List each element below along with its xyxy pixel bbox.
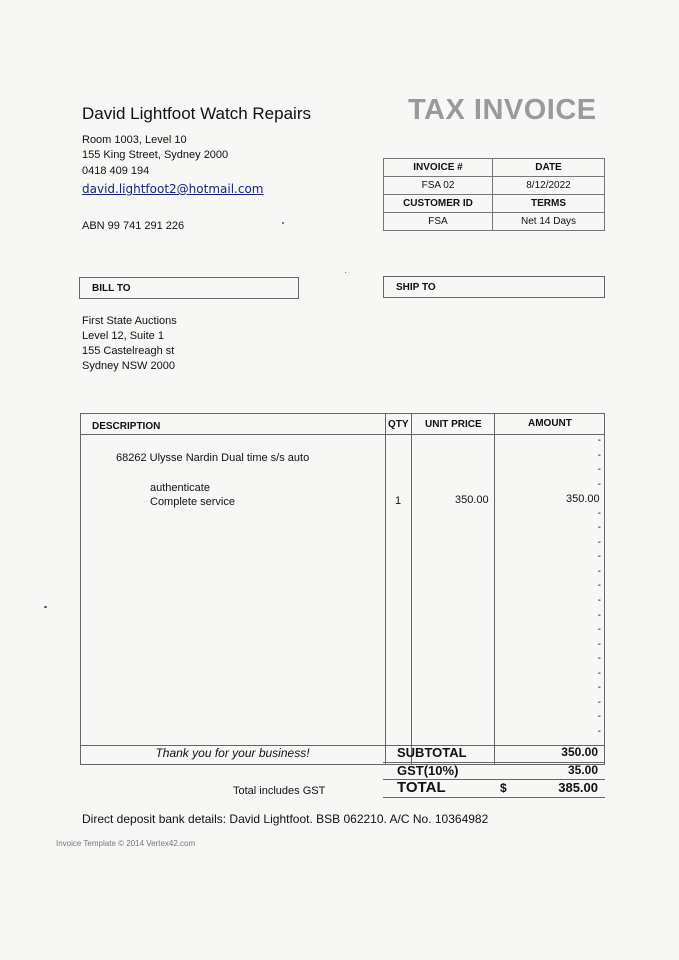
- bill-to-line: 155 Castelreagh st: [82, 345, 175, 357]
- item-description-line: 68262 Ulysse Nardin Dual time s/s auto: [116, 452, 310, 464]
- scan-speck: [282, 222, 284, 224]
- template-credit: Invoice Template © 2014 Vertex42.com: [56, 839, 196, 848]
- subtotal-label: SUBTOTAL: [397, 745, 467, 760]
- empty-amount-dash: -: [597, 551, 601, 562]
- scan-speck: [44, 606, 47, 608]
- date-label: DATE: [493, 159, 605, 177]
- empty-amount-dash: -: [597, 711, 601, 722]
- item-description-line: authenticate: [150, 482, 210, 494]
- column-divider: [494, 414, 495, 764]
- empty-amount-dash: -: [597, 668, 601, 679]
- bill-to-header: BILL TO: [79, 277, 299, 299]
- empty-amount-dash: -: [597, 595, 601, 606]
- empty-amount-dash: -: [597, 639, 601, 650]
- total-value: 385.00: [558, 780, 598, 795]
- bank-details: Direct deposit bank details: David Lightfoot. BSB 062210. A/C No. 10364982: [82, 812, 489, 826]
- amount-column-header: AMOUNT: [528, 418, 572, 429]
- company-email-link[interactable]: david.lightfoot2@hotmail.com: [82, 182, 264, 196]
- company-name: David Lightfoot Watch Repairs: [82, 104, 311, 123]
- ship-to-header: SHIP TO: [383, 276, 605, 298]
- empty-amount-dash: -: [597, 479, 601, 490]
- empty-amount-dash: -: [597, 566, 601, 577]
- totals-divider: [383, 797, 605, 798]
- empty-amount-dash: -: [597, 464, 601, 475]
- bill-to-line: First State Auctions: [82, 315, 177, 327]
- gst-label: GST(10%): [397, 763, 459, 778]
- invoice-number-value: FSA 02: [384, 177, 493, 195]
- includes-gst-note: Total includes GST: [233, 785, 326, 797]
- items-table: [80, 413, 605, 765]
- empty-amount-dash: -: [597, 537, 601, 548]
- customer-id-label: CUSTOMER ID: [384, 195, 493, 213]
- description-column-header: DESCRIPTION: [92, 421, 161, 432]
- column-divider: [385, 414, 386, 764]
- empty-amount-dash: -: [597, 508, 601, 519]
- terms-value: Net 14 Days: [493, 213, 605, 231]
- company-address-line1: Room 1003, Level 10: [82, 134, 187, 146]
- item-unit-price: 350.00: [455, 494, 489, 506]
- scan-speck: [345, 272, 346, 273]
- invoice-number-label: INVOICE #: [384, 159, 493, 177]
- currency-symbol: $: [500, 781, 507, 795]
- company-address-line2: 155 King Street, Sydney 2000: [82, 149, 229, 161]
- company-phone: 0418 409 194: [82, 165, 150, 177]
- terms-label: TERMS: [493, 195, 605, 213]
- invoice-meta-table: [383, 158, 605, 231]
- subtotal-value: 350.00: [561, 745, 598, 759]
- bill-to-line: Level 12, Suite 1: [82, 330, 164, 342]
- bill-to-line: Sydney NSW 2000: [82, 360, 175, 372]
- empty-amount-dash: -: [597, 522, 601, 533]
- item-amount: 350.00: [566, 493, 600, 505]
- empty-amount-dash: -: [597, 653, 601, 664]
- header-divider: [81, 434, 604, 435]
- empty-amount-dash: -: [597, 726, 601, 737]
- customer-id-value: FSA: [384, 213, 493, 231]
- empty-amount-dash: -: [597, 682, 601, 693]
- company-abn: ABN 99 741 291 226: [82, 220, 185, 232]
- empty-amount-dash: -: [597, 450, 601, 461]
- gst-value: 35.00: [567, 763, 598, 777]
- column-divider: [411, 414, 412, 764]
- empty-amount-dash: -: [597, 624, 601, 635]
- empty-amount-dash: -: [597, 610, 601, 621]
- qty-column-header: QTY: [388, 419, 409, 430]
- empty-amount-dash: -: [597, 435, 601, 446]
- item-description-line: Complete service: [150, 496, 235, 508]
- date-value: 8/12/2022: [493, 177, 605, 195]
- total-label: TOTAL: [397, 779, 446, 796]
- thank-you-note: Thank you for your business!: [155, 746, 310, 760]
- unit-price-column-header: UNIT PRICE: [425, 419, 482, 430]
- empty-amount-dash: -: [597, 697, 601, 708]
- invoice-title: TAX INVOICE: [408, 94, 597, 126]
- empty-amount-dash: -: [597, 580, 601, 591]
- item-qty: 1: [395, 495, 402, 507]
